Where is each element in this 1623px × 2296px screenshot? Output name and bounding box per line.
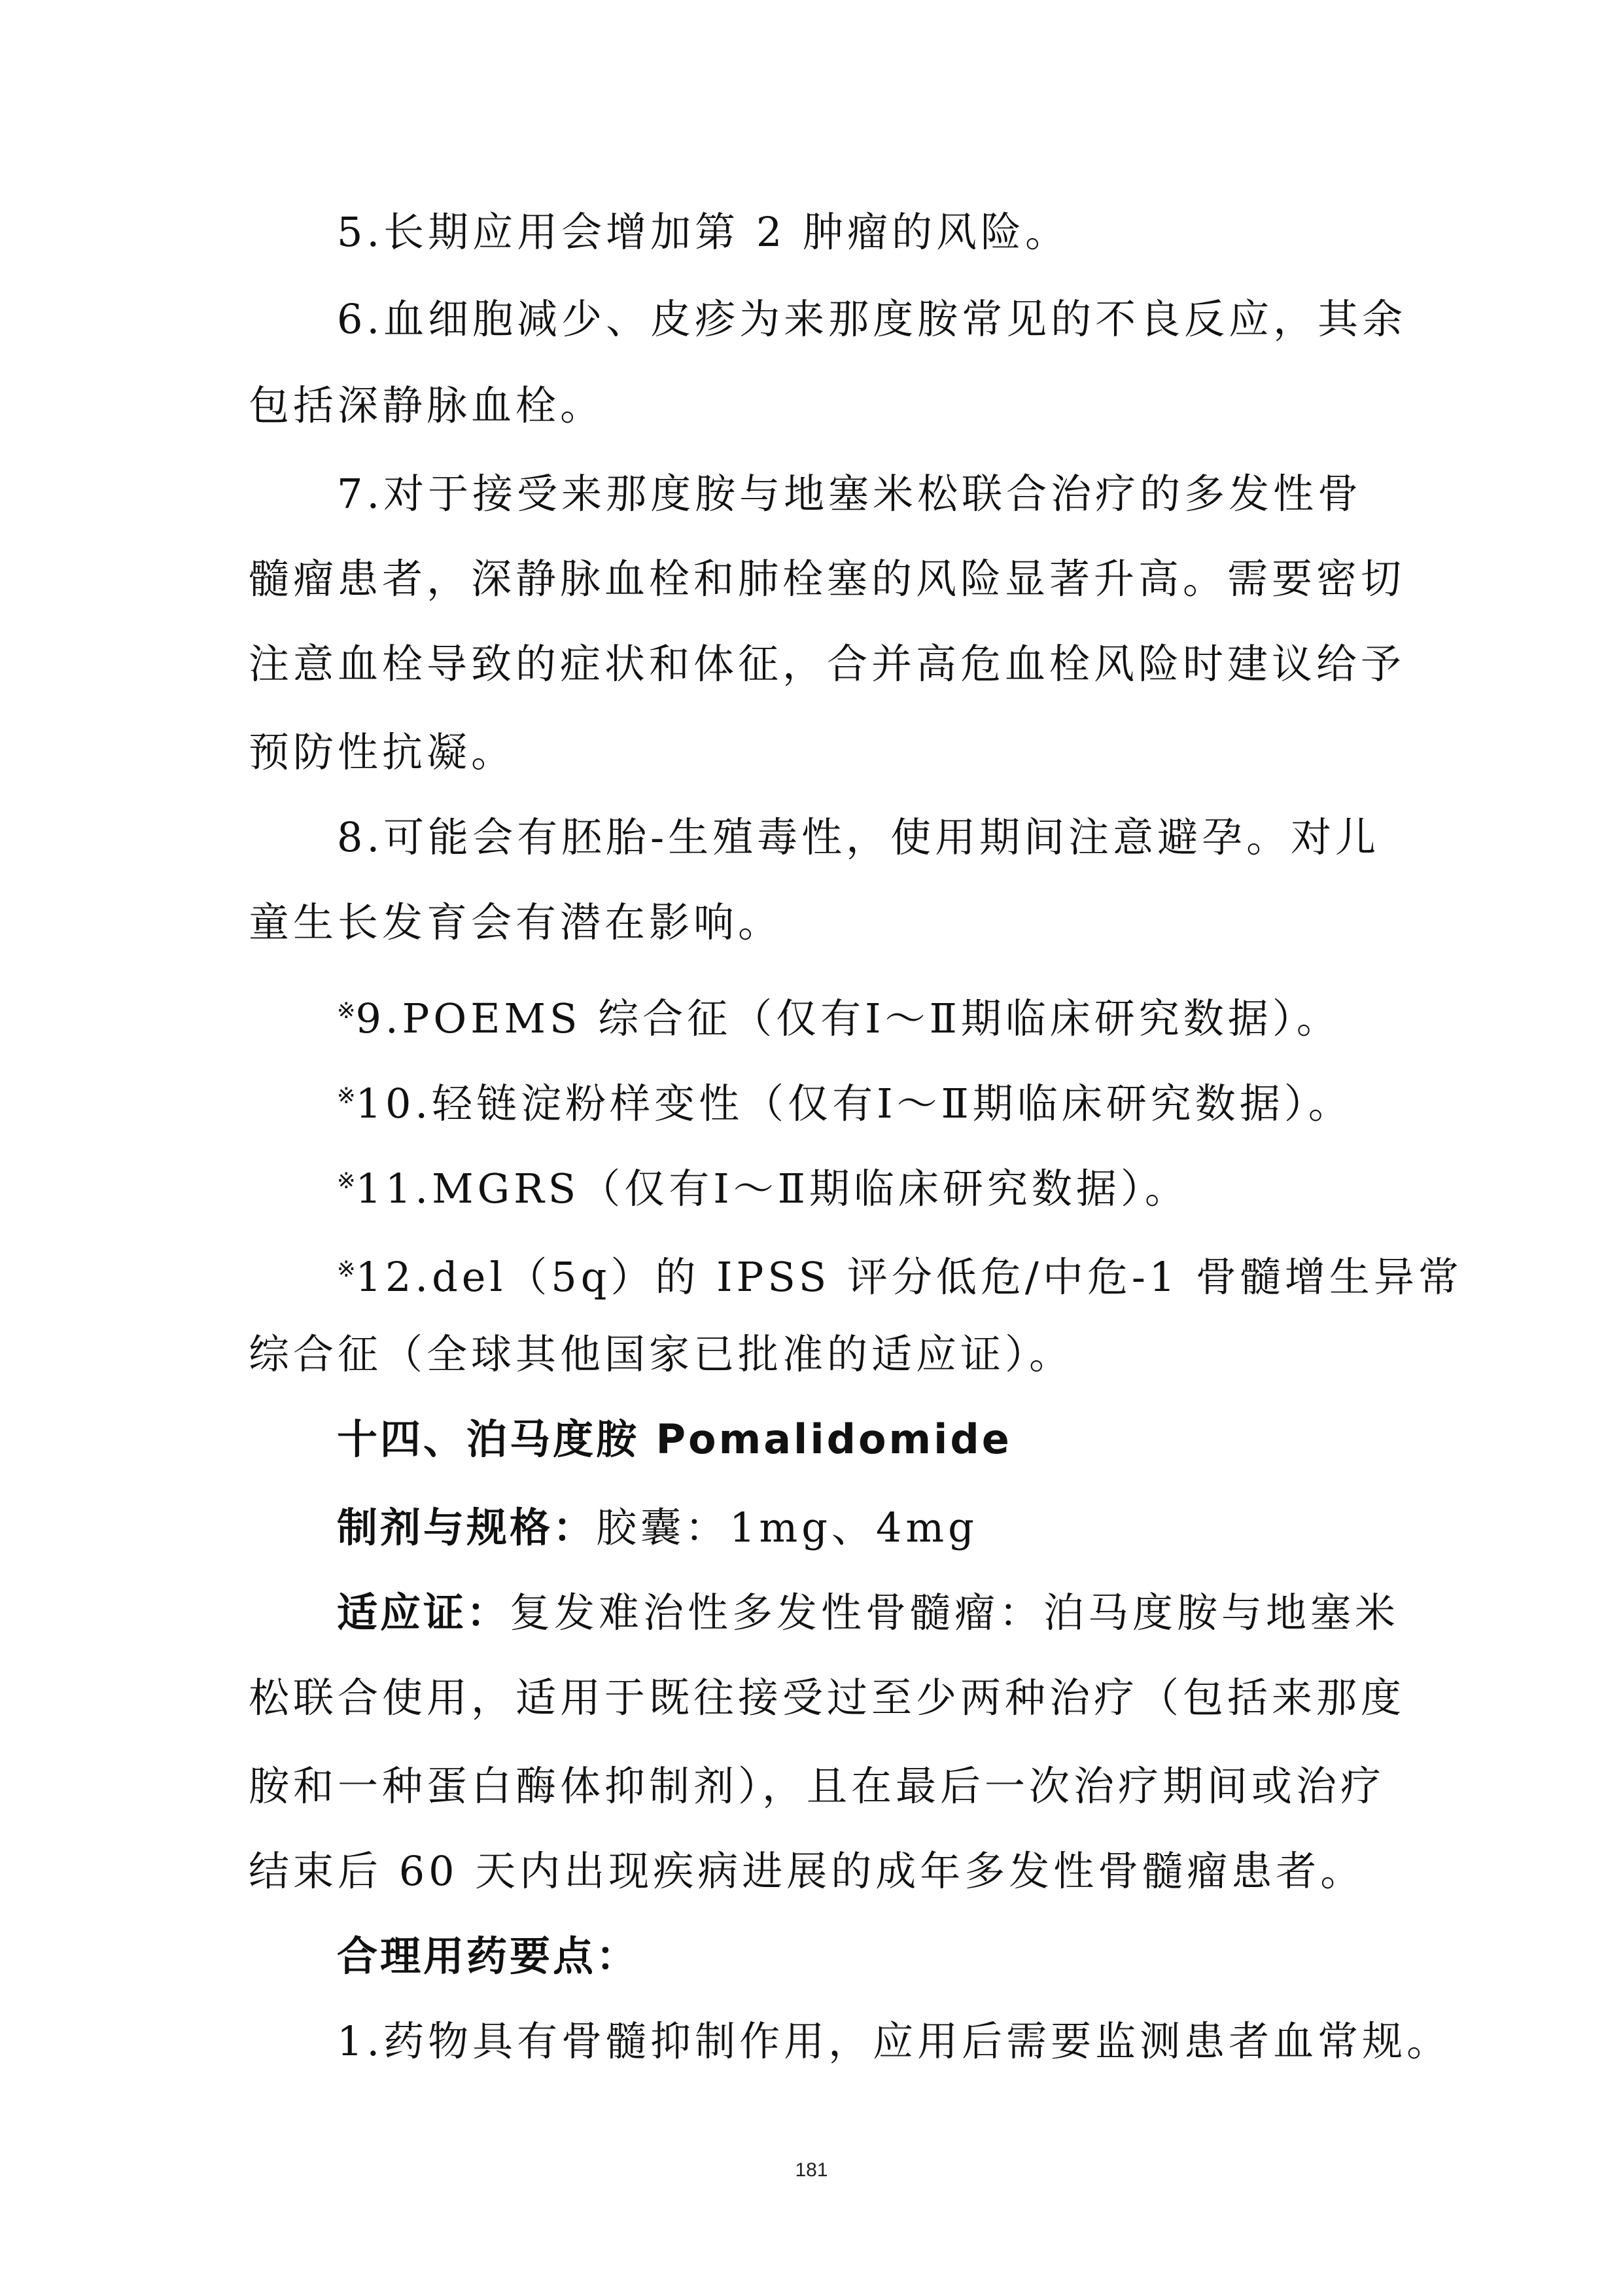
paragraph-line: 包括深静脉血栓。 bbox=[249, 381, 605, 429]
spec-value: 胶囊：1mg、4mg bbox=[596, 1504, 978, 1551]
paragraph-line: 结束后 60 天内出现疾病进展的成年多发性骨髓瘤患者。 bbox=[249, 1847, 1365, 1895]
item-text: 11.MGRS（仅有Ⅰ～Ⅱ期临床研究数据）。 bbox=[355, 1165, 1189, 1212]
reference-mark: ※ bbox=[337, 1256, 356, 1282]
rational-use-heading: 合理用药要点： bbox=[337, 1932, 640, 1980]
section-heading: 十四、泊马度胺 Pomalidomide bbox=[337, 1415, 1012, 1463]
paragraph-line: 髓瘤患者，深静脉血栓和肺栓塞的风险显著升高。需要密切 bbox=[249, 555, 1406, 603]
paragraph-line: 预防性抗凝。 bbox=[249, 728, 516, 776]
item-text: 10.轻链淀粉样变性（仅有Ⅰ～Ⅱ期临床研究数据）。 bbox=[355, 1080, 1353, 1127]
paragraph-line: 8.可能会有胚胎-生殖毒性，使用期间注意避孕。对儿 bbox=[337, 813, 1380, 861]
marked-item-11 bbox=[337, 1155, 1189, 1215]
indication-text: 复发难治性多发性骨髓瘤：泊马度胺与地塞米 bbox=[510, 1589, 1400, 1636]
paragraph-line: 注意血栓导致的症状和体征，合并高危血栓风险时建议给予 bbox=[249, 640, 1406, 688]
marked-item-10 bbox=[337, 1070, 1353, 1130]
paragraph-line: 综合征（全球其他国家已批准的适应证）。 bbox=[249, 1330, 1074, 1378]
marked-item-9 bbox=[337, 985, 1341, 1045]
paragraph-line: 童生长发育会有潜在影响。 bbox=[249, 898, 783, 946]
reference-mark: ※ bbox=[337, 998, 356, 1024]
item-text: 9.POEMS 综合征（仅有Ⅰ～Ⅱ期临床研究数据）。 bbox=[355, 995, 1341, 1042]
spec-line bbox=[337, 1502, 978, 1554]
paragraph-line: 7.对于接受来那度胺与地塞米松联合治疗的多发性骨 bbox=[337, 470, 1363, 518]
paragraph-line: 1.药物具有骨髓抑制作用，应用后需要监测患者血常规。 bbox=[337, 2017, 1452, 2065]
indication-label: 适应证： bbox=[337, 1589, 510, 1636]
paragraph-line: 5.长期应用会增加第 2 肿瘤的风险。 bbox=[337, 208, 1070, 256]
indication-line bbox=[337, 1587, 1399, 1639]
marked-item-12 bbox=[337, 1243, 1463, 1303]
paragraph-line: 松联合使用，适用于既往接受过至少两种治疗（包括来那度 bbox=[249, 1674, 1406, 1722]
spec-label: 制剂与规格： bbox=[337, 1504, 597, 1551]
page-number: 181 bbox=[795, 2159, 828, 2181]
paragraph-line: 6.血细胞减少、皮疹为来那度胺常见的不良反应，其余 bbox=[337, 295, 1407, 343]
item-text: 12.del（5q）的 IPSS 评分低危/中危-1 骨髓增生异常 bbox=[355, 1253, 1463, 1301]
paragraph-line: 胺和一种蛋白酶体抑制剂），且在最后一次治疗期间或治疗 bbox=[249, 1762, 1386, 1810]
reference-mark: ※ bbox=[337, 1168, 356, 1194]
reference-mark: ※ bbox=[337, 1083, 356, 1109]
